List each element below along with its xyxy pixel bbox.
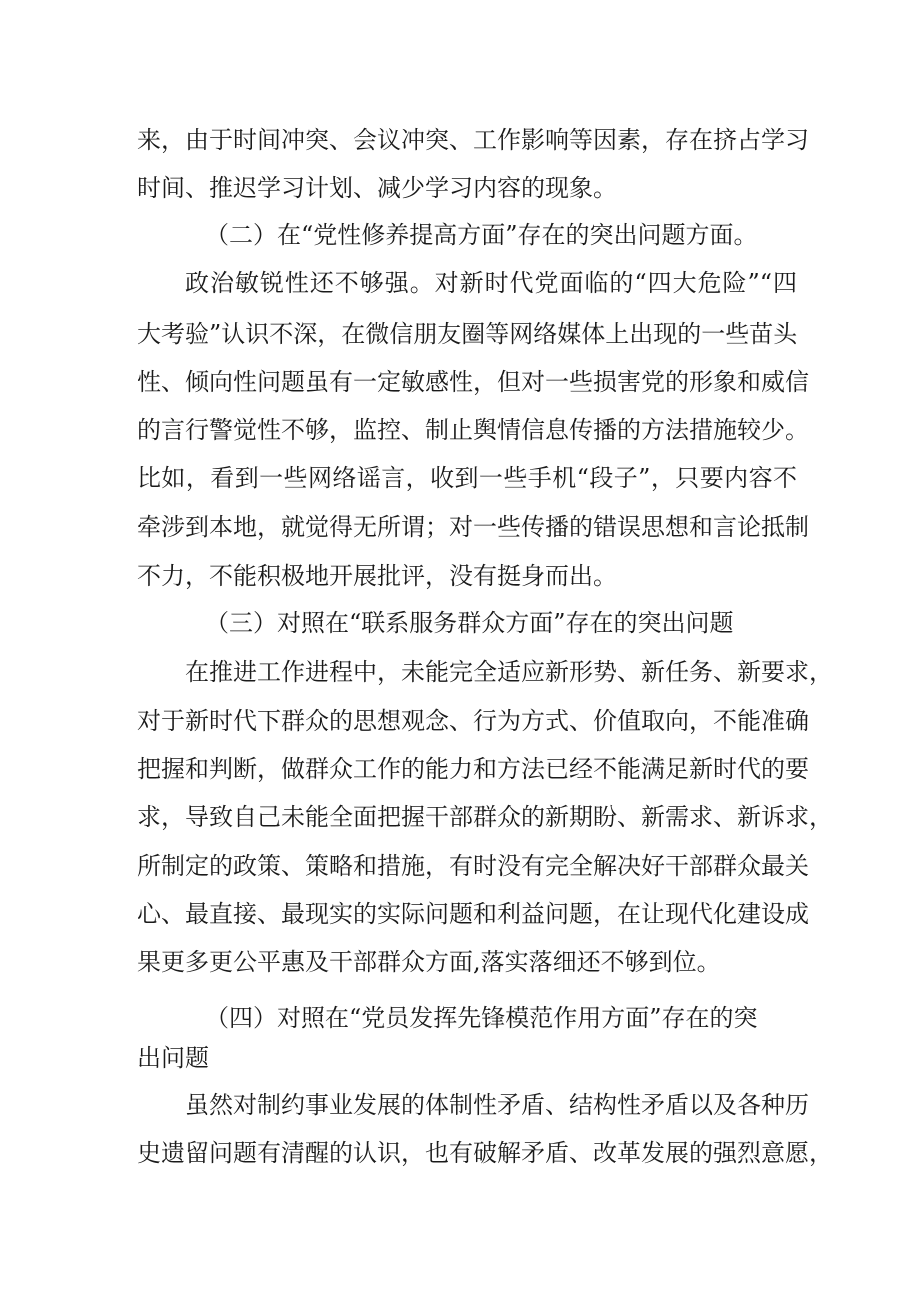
body-line: 时间、推迟学习计划、减少学习内容的现象。 (137, 174, 617, 202)
section-heading: （二）在“党性修养提高方面”存在的突出问题方面。 (205, 221, 758, 249)
body-line: 性、倾向性问题虽有一定敏感性，但对一些损害党的形象和威信 (137, 368, 809, 396)
body-line: 对于新时代下群众的思想观念、行为方式、价值取向，不能准确 (137, 707, 809, 735)
body-line: 把握和判断，做群众工作的能力和方法已经不能满足新时代的要 (137, 755, 809, 783)
body-line: 不力，不能积极地开展批评，没有挺身而出。 (137, 562, 617, 590)
paragraph-first-line: 在推进工作进程中，未能完全适应新形势、新任务、新要求， (185, 658, 833, 686)
body-line: 心、最直接、最现实的实际问题和利益问题，在让现代化建设成 (137, 900, 809, 928)
body-line: 所制定的政策、策略和措施，有时没有完全解决好干部群众最关 (137, 852, 809, 880)
paragraph-first-line: 虽然对制约事业发展的体制性矛盾、结构性矛盾以及各种历 (185, 1091, 809, 1119)
body-line: 大考验”认识不深，在微信朋友圈等网络媒体上出现的一些苗头 (137, 320, 798, 348)
body-line: 出问题 (137, 1044, 209, 1072)
body-line: 史遗留问题有清醒的认识，也有破解矛盾、改革发展的强烈意愿， (137, 1139, 833, 1167)
body-line: 牵涉到本地，就觉得无所谓；对一些传播的错误思想和言论抵制 (137, 513, 809, 541)
section-heading: （三）对照在“联系服务群众方面”存在的突出问题 (205, 609, 734, 637)
body-line: 的言行警觉性不够，监控、制止舆情信息传播的方法措施较少。 (137, 416, 809, 444)
body-line: 求，导致自己未能全面把握干部群众的新期盼、新需求、新诉求， (137, 803, 833, 831)
body-line: 比如，看到一些网络谣言，收到一些手机“段子”，只要内容不 (137, 464, 797, 492)
section-heading: （四）对照在“党员发挥先锋模范作用方面”存在的突 (205, 1004, 758, 1032)
body-line: 来，由于时间冲突、会议冲突、工作影响等因素，存在挤占学习 (137, 126, 809, 154)
paragraph-first-line: 政治敏锐性还不够强。对新时代党面临的“四大危险”“四 (185, 269, 797, 297)
body-line: 果更多更公平惠及干部群众方面,落实落细还不够到位。 (137, 948, 721, 976)
